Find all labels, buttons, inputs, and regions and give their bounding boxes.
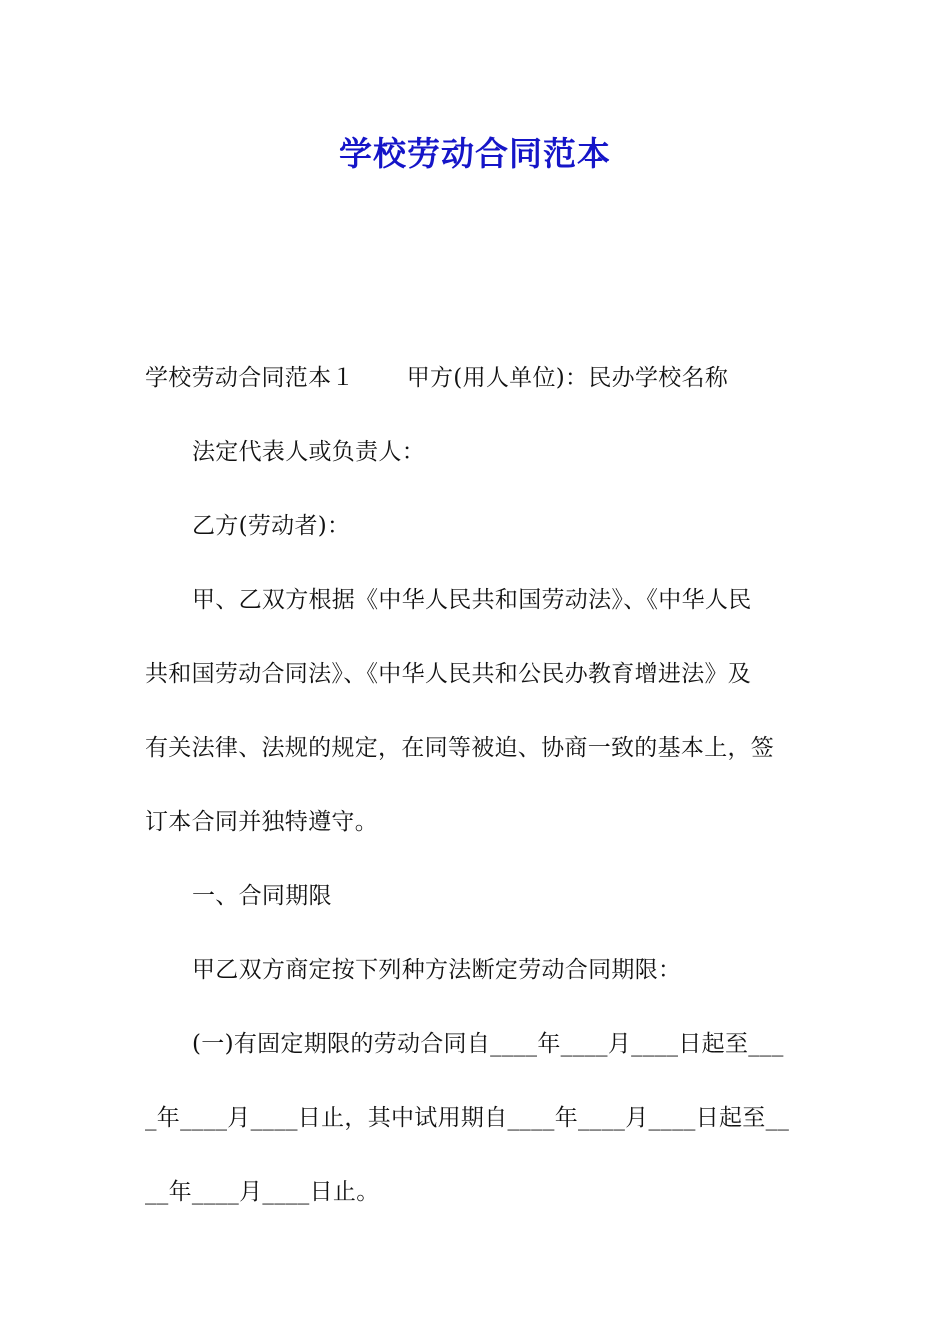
paragraph-line: 甲、乙双方根据《中华人民共和国劳动法》、《中华人民 — [192, 587, 752, 613]
paragraph-line: 订本合同并独特遵守。 — [145, 809, 378, 835]
paragraph-line: __年____月____日止。 — [145, 1179, 380, 1205]
heading-line — [145, 341, 810, 415]
paragraph-line: 乙方(劳动者)： — [192, 513, 351, 539]
paragraph-line: 法定代表人或负责人： — [192, 439, 425, 465]
paragraph-line: 甲乙双方商定按下列种方法断定劳动合同期限： — [192, 957, 682, 983]
section-heading: 学校劳动合同范本１ — [145, 365, 355, 391]
document-title: 学校劳动合同范本 — [339, 134, 611, 173]
paragraph-line: 有关法律、法规的规定，在同等被迫、协商一致的基本上，签 — [145, 735, 775, 761]
paragraph-line: 共和国劳动合同法》、《中华人民共和公民办教育增进法》及 — [145, 661, 752, 687]
paragraph-line: _年____月____日止，其中试用期自____年____月____日起至__ — [145, 1105, 790, 1131]
party-a-line: 甲方(用人单位)：民办学校名称 — [406, 365, 729, 391]
section-heading: 一、合同期限 — [192, 883, 332, 909]
paragraph-line: (一)有固定期限的劳动合同自____年____月____日起至___ — [192, 1031, 784, 1057]
document-body — [145, 341, 810, 1229]
